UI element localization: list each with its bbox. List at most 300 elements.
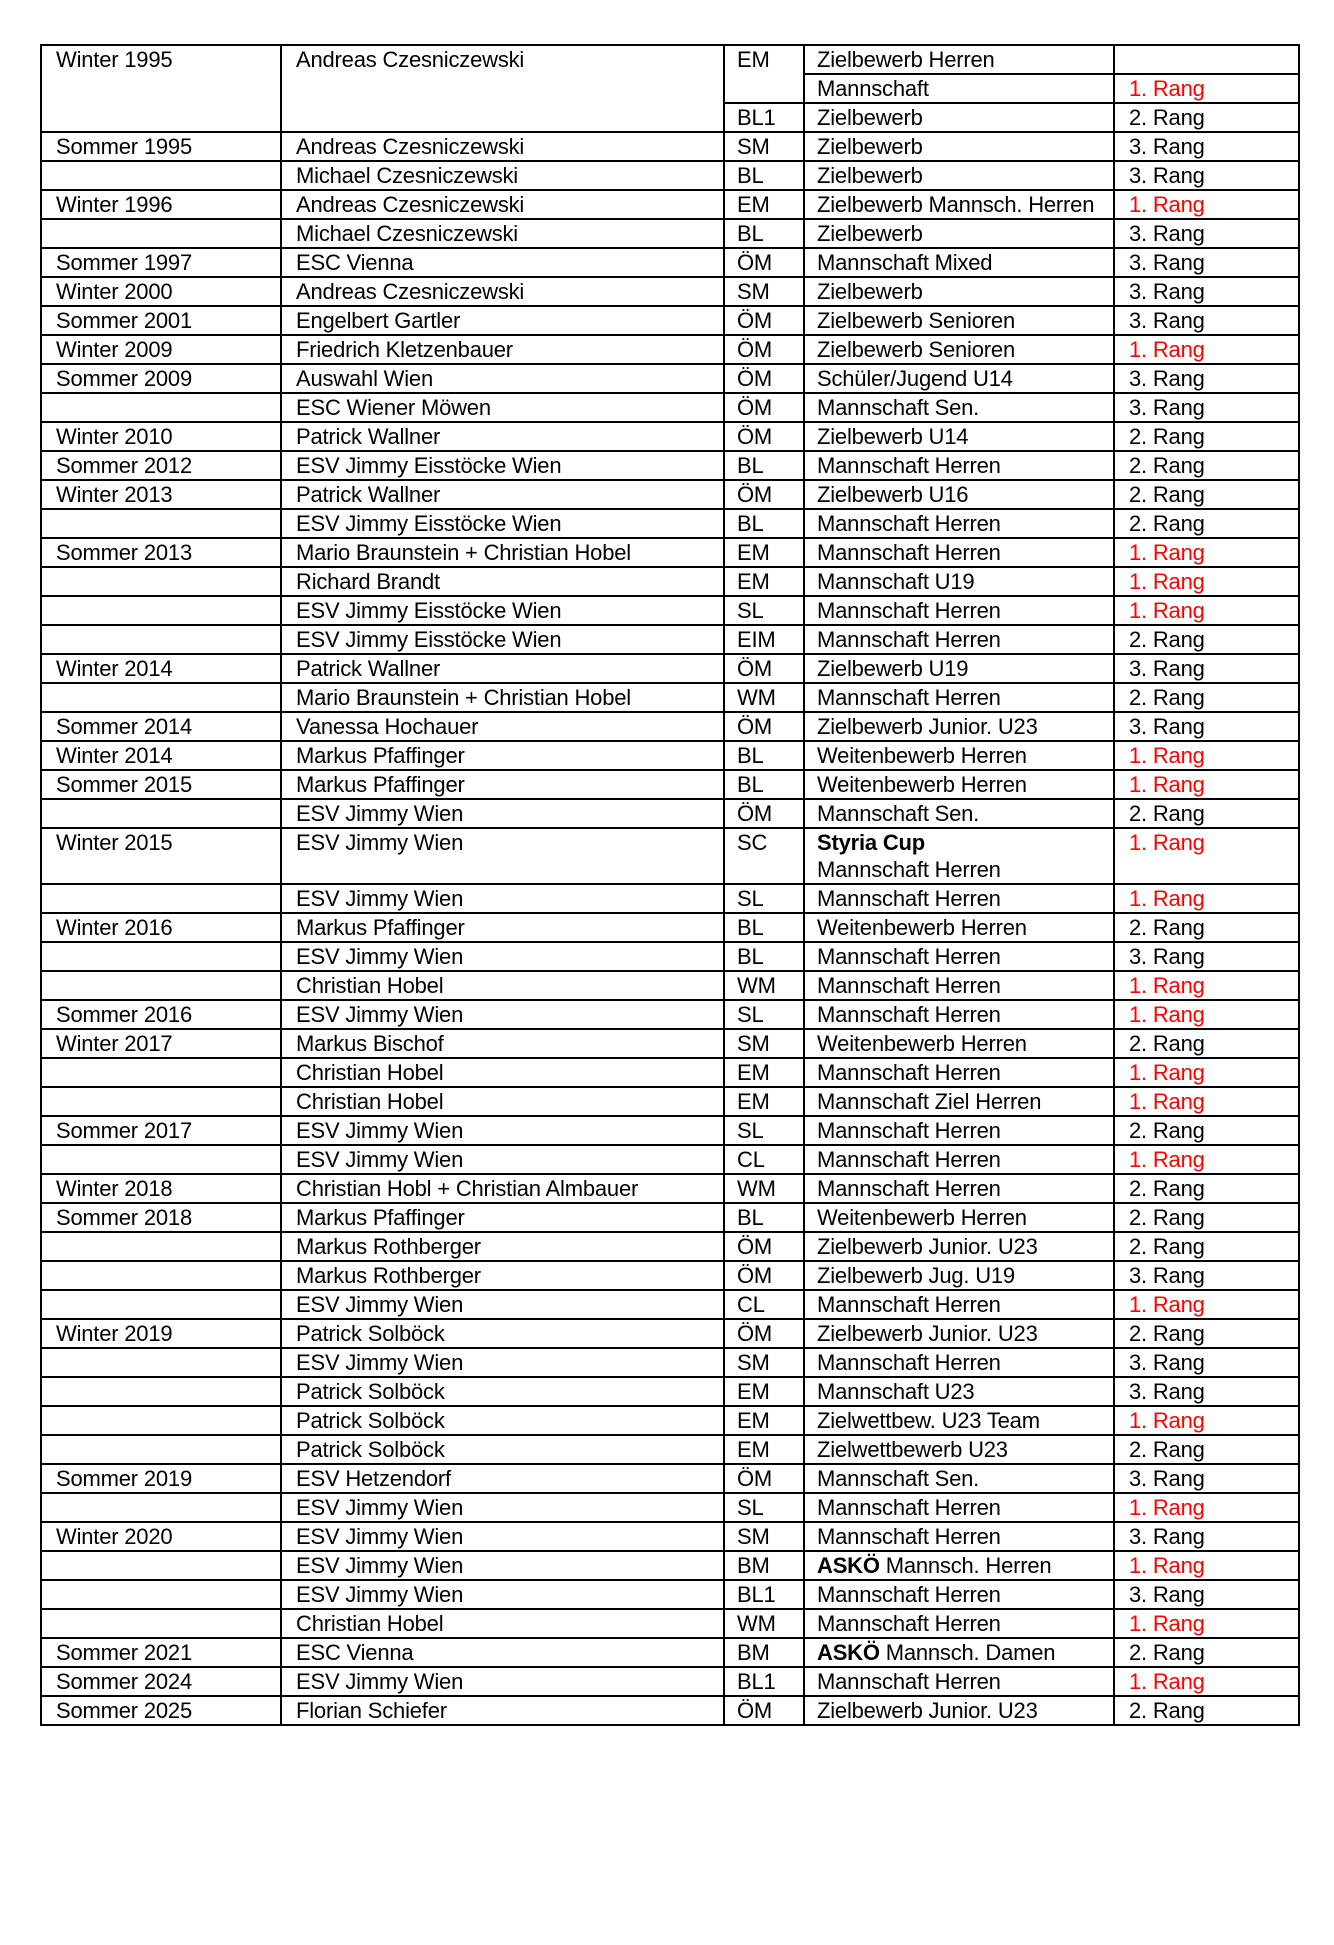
discipline-cell: WM [724, 971, 804, 1000]
name-cell: ESV Jimmy Eisstöcke Wien [281, 625, 724, 654]
discipline-cell: ÖM [724, 654, 804, 683]
event-cell: Mannschaft Herren [804, 625, 1114, 654]
name-cell: ESV Jimmy Wien [281, 1580, 724, 1609]
season-cell: Sommer 2013 [41, 538, 281, 567]
rank-cell: 2. Rang [1114, 913, 1299, 942]
name-cell: ESV Jimmy Wien [281, 1522, 724, 1551]
event-cell: Zielbewerb Herren [804, 45, 1114, 74]
season-cell [41, 799, 281, 828]
event-cell: Mannschaft Herren [804, 596, 1114, 625]
discipline-cell: ÖM [724, 1232, 804, 1261]
event-cell: Mannschaft Herren [804, 451, 1114, 480]
table-row [41, 480, 1299, 509]
event-cell: Mannschaft Herren [804, 942, 1114, 971]
season-cell: Sommer 2024 [41, 1667, 281, 1696]
event-cell: Zielbewerb U19 [804, 654, 1114, 683]
discipline-cell: SL [724, 1493, 804, 1522]
rank-cell: 2. Rang [1114, 103, 1299, 132]
name-cell: Richard Brandt [281, 567, 724, 596]
discipline-cell: EM [724, 1087, 804, 1116]
table-row [41, 1232, 1299, 1261]
season-cell [41, 1493, 281, 1522]
table-row [41, 1435, 1299, 1464]
event-cell [804, 1551, 1114, 1580]
event-cell: Mannschaft Herren [804, 1667, 1114, 1696]
table-row [41, 942, 1299, 971]
discipline-cell: EM [724, 190, 804, 219]
season-cell [41, 596, 281, 625]
event-emphasis: Styria Cup [817, 830, 926, 855]
rank-cell: 3. Rang [1114, 1261, 1299, 1290]
season-cell: Winter 2000 [41, 277, 281, 306]
table-row [41, 1377, 1299, 1406]
season-cell: Winter 2014 [41, 654, 281, 683]
rank-cell: 1. Rang [1114, 1145, 1299, 1174]
event-cell: Mannschaft Herren [804, 1348, 1114, 1377]
season-cell: Sommer 2016 [41, 1000, 281, 1029]
discipline-cell: BL1 [724, 103, 804, 132]
rank-cell: 1. Rang [1114, 1493, 1299, 1522]
rank-cell [1114, 45, 1299, 74]
season-cell: Winter 2009 [41, 335, 281, 364]
season-cell [41, 219, 281, 248]
season-cell: Sommer 2021 [41, 1638, 281, 1667]
event-cell: Zielbewerb [804, 277, 1114, 306]
name-cell: Markus Pfaffinger [281, 913, 724, 942]
event-cell: Zielbewerb Senioren [804, 335, 1114, 364]
table-row [41, 1087, 1299, 1116]
rank-cell: 1. Rang [1114, 971, 1299, 1000]
season-cell: Winter 2018 [41, 1174, 281, 1203]
rank-cell: 2. Rang [1114, 1174, 1299, 1203]
event-cell: Mannschaft Sen. [804, 393, 1114, 422]
rank-cell: 1. Rang [1114, 74, 1299, 103]
table-row [41, 1493, 1299, 1522]
discipline-cell: BL [724, 741, 804, 770]
rank-cell: 1. Rang [1114, 1000, 1299, 1029]
table-row [41, 1145, 1299, 1174]
rank-cell: 2. Rang [1114, 1696, 1299, 1725]
table-row [41, 712, 1299, 741]
name-cell: Christian Hobel [281, 1087, 724, 1116]
table-row [41, 913, 1299, 942]
name-cell: ESV Jimmy Wien [281, 1000, 724, 1029]
rank-cell: 2. Rang [1114, 799, 1299, 828]
results-table-body [41, 45, 1299, 1725]
season-cell [41, 683, 281, 712]
event-cell: Mannschaft U19 [804, 567, 1114, 596]
rank-cell: 3. Rang [1114, 132, 1299, 161]
rank-cell: 2. Rang [1114, 1116, 1299, 1145]
season-cell [41, 1232, 281, 1261]
discipline-cell: BL1 [724, 1667, 804, 1696]
rank-cell: 1. Rang [1114, 828, 1299, 884]
name-cell: Markus Rothberger [281, 1261, 724, 1290]
table-row [41, 884, 1299, 913]
name-cell: ESV Jimmy Wien [281, 1493, 724, 1522]
table-row [41, 364, 1299, 393]
table-row [41, 1580, 1299, 1609]
season-cell [41, 509, 281, 538]
rank-cell: 1. Rang [1114, 884, 1299, 913]
rank-cell: 3. Rang [1114, 1522, 1299, 1551]
event-cell: Zielbewerb Junior. U23 [804, 1696, 1114, 1725]
table-row [41, 1464, 1299, 1493]
event-cell: Mannschaft Ziel Herren [804, 1087, 1114, 1116]
rank-cell: 1. Rang [1114, 1609, 1299, 1638]
table-row [41, 567, 1299, 596]
discipline-cell: ÖM [724, 1696, 804, 1725]
event-text: Mannsch. Herren [885, 1553, 1052, 1578]
discipline-cell: ÖM [724, 712, 804, 741]
season-cell [41, 1406, 281, 1435]
name-cell: Andreas Czesniczewski [281, 190, 724, 219]
name-cell: Markus Pfaffinger [281, 770, 724, 799]
season-cell [41, 1290, 281, 1319]
table-row [41, 538, 1299, 567]
event-cell: Mannschaft Herren [804, 1145, 1114, 1174]
event-cell: Weitenbewerb Herren [804, 1029, 1114, 1058]
event-cell: Mannschaft Herren [804, 538, 1114, 567]
name-cell: ESV Jimmy Eisstöcke Wien [281, 596, 724, 625]
discipline-cell: SL [724, 884, 804, 913]
event-cell: Zielbewerb Jug. U19 [804, 1261, 1114, 1290]
rank-cell: 3. Rang [1114, 1580, 1299, 1609]
results-table [40, 44, 1300, 1726]
name-cell: ESV Jimmy Wien [281, 1290, 724, 1319]
event-cell: Mannschaft Herren [804, 884, 1114, 913]
event-cell: Mannschaft Herren [804, 1290, 1114, 1319]
name-cell: Christian Hobl + Christian Almbauer [281, 1174, 724, 1203]
rank-cell: 2. Rang [1114, 1435, 1299, 1464]
rank-cell: 3. Rang [1114, 248, 1299, 277]
discipline-cell: ÖM [724, 364, 804, 393]
season-cell [41, 1580, 281, 1609]
discipline-cell: WM [724, 1174, 804, 1203]
season-cell [41, 1145, 281, 1174]
rank-cell: 3. Rang [1114, 306, 1299, 335]
discipline-cell: EM [724, 538, 804, 567]
season-cell [41, 884, 281, 913]
season-cell: Sommer 1995 [41, 132, 281, 161]
name-cell: ESV Jimmy Wien [281, 942, 724, 971]
discipline-cell: ÖM [724, 799, 804, 828]
season-cell: Winter 2014 [41, 741, 281, 770]
name-cell: Patrick Solböck [281, 1435, 724, 1464]
rank-cell: 2. Rang [1114, 1029, 1299, 1058]
season-cell [41, 1348, 281, 1377]
name-cell: ESV Jimmy Wien [281, 828, 724, 884]
discipline-cell: ÖM [724, 422, 804, 451]
rank-cell: 3. Rang [1114, 712, 1299, 741]
name-cell: Markus Bischof [281, 1029, 724, 1058]
season-cell: Sommer 2014 [41, 712, 281, 741]
name-cell: Christian Hobel [281, 1609, 724, 1638]
event-text: Mannschaft Herren [817, 857, 1001, 882]
event-cell: Zielbewerb [804, 103, 1114, 132]
rank-cell: 3. Rang [1114, 942, 1299, 971]
results-document [40, 44, 1300, 1726]
event-cell: Mannschaft Herren [804, 1522, 1114, 1551]
name-cell: ESV Jimmy Eisstöcke Wien [281, 451, 724, 480]
event-cell: Mannschaft Herren [804, 971, 1114, 1000]
name-cell: Vanessa Hochauer [281, 712, 724, 741]
rank-cell: 2. Rang [1114, 422, 1299, 451]
season-cell: Winter 2016 [41, 913, 281, 942]
table-row [41, 1058, 1299, 1087]
season-cell: Winter 1995 [41, 45, 281, 132]
table-row [41, 277, 1299, 306]
season-cell [41, 1609, 281, 1638]
season-cell: Sommer 2009 [41, 364, 281, 393]
event-cell: Zielbewerb Junior. U23 [804, 1232, 1114, 1261]
discipline-cell: CL [724, 1290, 804, 1319]
season-cell [41, 567, 281, 596]
rank-cell: 1. Rang [1114, 1058, 1299, 1087]
event-cell: Mannschaft Sen. [804, 1464, 1114, 1493]
name-cell: Patrick Wallner [281, 422, 724, 451]
table-row [41, 161, 1299, 190]
name-cell: ESV Jimmy Wien [281, 1116, 724, 1145]
event-cell: Mannschaft Herren [804, 683, 1114, 712]
rank-cell: 3. Rang [1114, 1377, 1299, 1406]
event-cell: Mannschaft Herren [804, 1174, 1114, 1203]
season-cell: Winter 2010 [41, 422, 281, 451]
rank-cell: 1. Rang [1114, 567, 1299, 596]
rank-cell: 2. Rang [1114, 1319, 1299, 1348]
table-row [41, 971, 1299, 1000]
season-cell [41, 1261, 281, 1290]
event-cell: Zielbewerb Senioren [804, 306, 1114, 335]
name-cell: Christian Hobel [281, 971, 724, 1000]
table-row [41, 1667, 1299, 1696]
name-cell: Michael Czesniczewski [281, 219, 724, 248]
table-row [41, 1261, 1299, 1290]
table-row [41, 132, 1299, 161]
discipline-cell: BL [724, 509, 804, 538]
discipline-cell: SM [724, 132, 804, 161]
discipline-cell: BM [724, 1551, 804, 1580]
table-row [41, 1290, 1299, 1319]
season-cell: Winter 2020 [41, 1522, 281, 1551]
name-cell: ESV Jimmy Wien [281, 1667, 724, 1696]
season-cell: Winter 2013 [41, 480, 281, 509]
rank-cell: 1. Rang [1114, 1551, 1299, 1580]
discipline-cell: SL [724, 1000, 804, 1029]
discipline-cell: BM [724, 1638, 804, 1667]
season-cell: Winter 1996 [41, 190, 281, 219]
table-row [41, 422, 1299, 451]
table-row [41, 335, 1299, 364]
rank-cell: 2. Rang [1114, 480, 1299, 509]
discipline-cell: BL [724, 219, 804, 248]
rank-cell: 1. Rang [1114, 1667, 1299, 1696]
season-cell: Sommer 2015 [41, 770, 281, 799]
discipline-cell: EM [724, 567, 804, 596]
rank-cell: 2. Rang [1114, 1232, 1299, 1261]
season-cell: Sommer 2017 [41, 1116, 281, 1145]
event-cell: Zielbewerb Junior. U23 [804, 1319, 1114, 1348]
event-cell: Zielbewerb [804, 219, 1114, 248]
discipline-cell: EM [724, 1435, 804, 1464]
table-row [41, 306, 1299, 335]
event-cell: Zielbewerb [804, 132, 1114, 161]
name-cell: Patrick Wallner [281, 654, 724, 683]
rank-cell: 1. Rang [1114, 1290, 1299, 1319]
table-row [41, 828, 1299, 884]
discipline-cell: SM [724, 1522, 804, 1551]
event-cell: Weitenbewerb Herren [804, 741, 1114, 770]
event-cell: Mannschaft U23 [804, 1377, 1114, 1406]
table-row [41, 1522, 1299, 1551]
name-cell: Patrick Wallner [281, 480, 724, 509]
discipline-cell: SM [724, 1029, 804, 1058]
event-cell: Weitenbewerb Herren [804, 913, 1114, 942]
discipline-cell: WM [724, 1609, 804, 1638]
discipline-cell: ÖM [724, 1261, 804, 1290]
season-cell: Winter 2019 [41, 1319, 281, 1348]
discipline-cell: BL [724, 942, 804, 971]
table-row [41, 1000, 1299, 1029]
season-cell [41, 1435, 281, 1464]
discipline-cell: SL [724, 1116, 804, 1145]
season-cell [41, 1058, 281, 1087]
rank-cell: 3. Rang [1114, 393, 1299, 422]
name-cell: Markus Pfaffinger [281, 1203, 724, 1232]
rank-cell: 1. Rang [1114, 596, 1299, 625]
discipline-cell: ÖM [724, 1319, 804, 1348]
event-cell: Zielbewerb U14 [804, 422, 1114, 451]
name-cell: Markus Pfaffinger [281, 741, 724, 770]
table-row [41, 1029, 1299, 1058]
discipline-cell: EM [724, 1377, 804, 1406]
event-cell: Mannschaft Herren [804, 509, 1114, 538]
name-cell: Christian Hobel [281, 1058, 724, 1087]
rank-cell: 1. Rang [1114, 741, 1299, 770]
table-row [41, 741, 1299, 770]
name-cell: Michael Czesniczewski [281, 161, 724, 190]
name-cell: Markus Rothberger [281, 1232, 724, 1261]
name-cell: ESV Jimmy Wien [281, 799, 724, 828]
event-text: Mannsch. Damen [885, 1640, 1056, 1665]
name-cell: Patrick Solböck [281, 1377, 724, 1406]
discipline-cell: EM [724, 1406, 804, 1435]
name-cell: Mario Braunstein + Christian Hobel [281, 538, 724, 567]
name-cell: Friedrich Kletzenbauer [281, 335, 724, 364]
table-row [41, 393, 1299, 422]
discipline-cell: ÖM [724, 335, 804, 364]
event-cell: Mannschaft [804, 74, 1114, 103]
discipline-cell: BL [724, 1203, 804, 1232]
event-cell: Zielbewerb Mannsch. Herren [804, 190, 1114, 219]
rank-cell: 2. Rang [1114, 451, 1299, 480]
season-cell: Winter 2015 [41, 828, 281, 884]
table-row [41, 1203, 1299, 1232]
event-emphasis: ASKÖ [817, 1640, 880, 1665]
rank-cell: 3. Rang [1114, 161, 1299, 190]
name-cell: Engelbert Gartler [281, 306, 724, 335]
name-cell: Florian Schiefer [281, 1696, 724, 1725]
rank-cell: 2. Rang [1114, 683, 1299, 712]
discipline-cell: BL [724, 161, 804, 190]
season-cell [41, 625, 281, 654]
table-row [41, 1116, 1299, 1145]
name-cell: Patrick Solböck [281, 1319, 724, 1348]
discipline-cell: ÖM [724, 480, 804, 509]
table-row [41, 1638, 1299, 1667]
season-cell [41, 1087, 281, 1116]
season-cell: Sommer 2012 [41, 451, 281, 480]
discipline-cell: EM [724, 1058, 804, 1087]
rank-cell: 3. Rang [1114, 277, 1299, 306]
table-row [41, 1348, 1299, 1377]
table-row [41, 1696, 1299, 1725]
rank-cell: 1. Rang [1114, 190, 1299, 219]
name-cell: Patrick Solböck [281, 1406, 724, 1435]
event-cell [804, 1638, 1114, 1667]
discipline-cell: EIM [724, 625, 804, 654]
table-row [41, 1174, 1299, 1203]
name-cell: Andreas Czesniczewski [281, 45, 724, 132]
rank-cell: 3. Rang [1114, 1464, 1299, 1493]
season-cell: Sommer 2018 [41, 1203, 281, 1232]
table-row [41, 190, 1299, 219]
event-cell: Zielwettbewerb U23 [804, 1435, 1114, 1464]
name-cell: ESV Jimmy Eisstöcke Wien [281, 509, 724, 538]
rank-cell: 1. Rang [1114, 1087, 1299, 1116]
season-cell [41, 942, 281, 971]
season-cell [41, 1377, 281, 1406]
discipline-cell: ÖM [724, 306, 804, 335]
discipline-cell: BL [724, 913, 804, 942]
name-cell: Andreas Czesniczewski [281, 277, 724, 306]
event-cell: Schüler/Jugend U14 [804, 364, 1114, 393]
rank-cell: 3. Rang [1114, 654, 1299, 683]
rank-cell: 1. Rang [1114, 770, 1299, 799]
name-cell: Andreas Czesniczewski [281, 132, 724, 161]
name-cell: ESC Vienna [281, 248, 724, 277]
season-cell [41, 971, 281, 1000]
name-cell: ESV Jimmy Wien [281, 884, 724, 913]
rank-cell: 3. Rang [1114, 364, 1299, 393]
name-cell: ESC Vienna [281, 1638, 724, 1667]
event-cell: Mannschaft Sen. [804, 799, 1114, 828]
discipline-cell: BL [724, 451, 804, 480]
season-cell: Winter 2017 [41, 1029, 281, 1058]
event-emphasis: ASKÖ [817, 1553, 880, 1578]
event-cell: Zielwettbew. U23 Team [804, 1406, 1114, 1435]
discipline-cell: SM [724, 277, 804, 306]
discipline-cell: EM [724, 45, 804, 103]
event-cell [804, 828, 1114, 884]
season-cell: Sommer 2025 [41, 1696, 281, 1725]
event-cell: Weitenbewerb Herren [804, 1203, 1114, 1232]
discipline-cell: WM [724, 683, 804, 712]
table-row [41, 625, 1299, 654]
rank-cell: 1. Rang [1114, 1406, 1299, 1435]
name-cell: ESV Jimmy Wien [281, 1551, 724, 1580]
table-row [41, 219, 1299, 248]
rank-cell: 1. Rang [1114, 538, 1299, 567]
table-row [41, 509, 1299, 538]
event-cell: Zielbewerb Junior. U23 [804, 712, 1114, 741]
event-cell: Mannschaft Herren [804, 1580, 1114, 1609]
discipline-cell: CL [724, 1145, 804, 1174]
table-row [41, 1609, 1299, 1638]
discipline-cell: SM [724, 1348, 804, 1377]
name-cell: ESV Jimmy Wien [281, 1145, 724, 1174]
table-row [41, 596, 1299, 625]
